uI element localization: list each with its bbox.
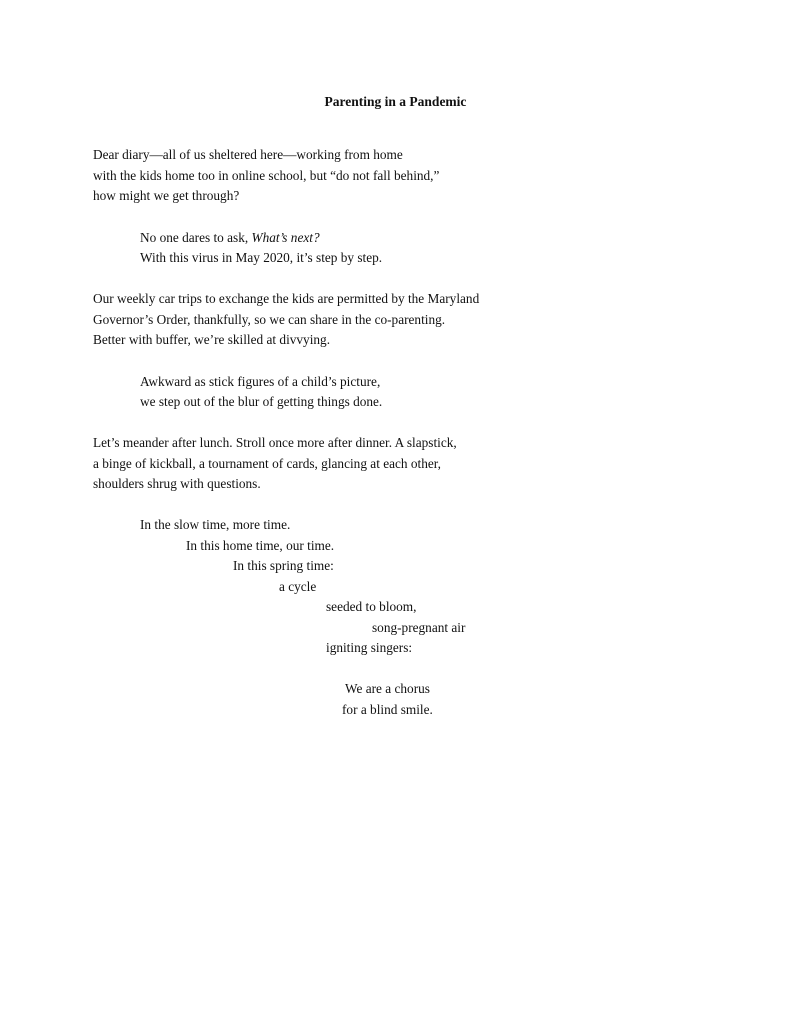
poem-line: With this virus in May 2020, it’s step by step. [140,250,383,265]
poem-line: how might we get through? [93,188,240,203]
poem-line: In this home time, our time. [186,538,335,553]
poem-line-italic: What’s next? [251,230,320,245]
poem-line: with the kids home too in online school, but “do not fall behind,” [93,168,440,183]
poem-line [140,229,320,247]
poem-line: a cycle [279,579,317,594]
poem-line: shoulders shrug with questions. [93,476,261,491]
poem-line: igniting singers: [326,640,413,655]
poem-line: a binge of kickball, a tournament of cards, glancing at each other, [93,456,442,471]
poem-line: Awkward as stick figures of a child’s picture, [140,374,381,389]
poem-line: Our weekly car trips to exchange the kids are permitted by the Maryland [93,291,480,306]
poem-line: seeded to bloom, [326,599,417,614]
poem-line: In this spring time: [233,558,334,573]
poem-line: Let’s meander after lunch. Stroll once more after dinner. A slapstick, [93,435,457,450]
poem-line: We are a chorus [345,681,430,696]
poem-title: Parenting in a Pandemic [324,94,467,109]
poem-line: we step out of the blur of getting things done. [140,394,383,409]
poem-line: Dear diary—all of us sheltered here—working from home [93,147,403,162]
poem-line: song-pregnant air [372,620,466,635]
poem-line: for a blind smile. [342,702,433,717]
poem-line-text: No one dares to ask, [140,230,252,245]
poem-line: Better with buffer, we’re skilled at divvying. [93,332,331,347]
poem-line: Governor’s Order, thankfully, so we can share in the co-parenting. [93,312,446,327]
poem-line: In the slow time, more time. [140,517,291,532]
